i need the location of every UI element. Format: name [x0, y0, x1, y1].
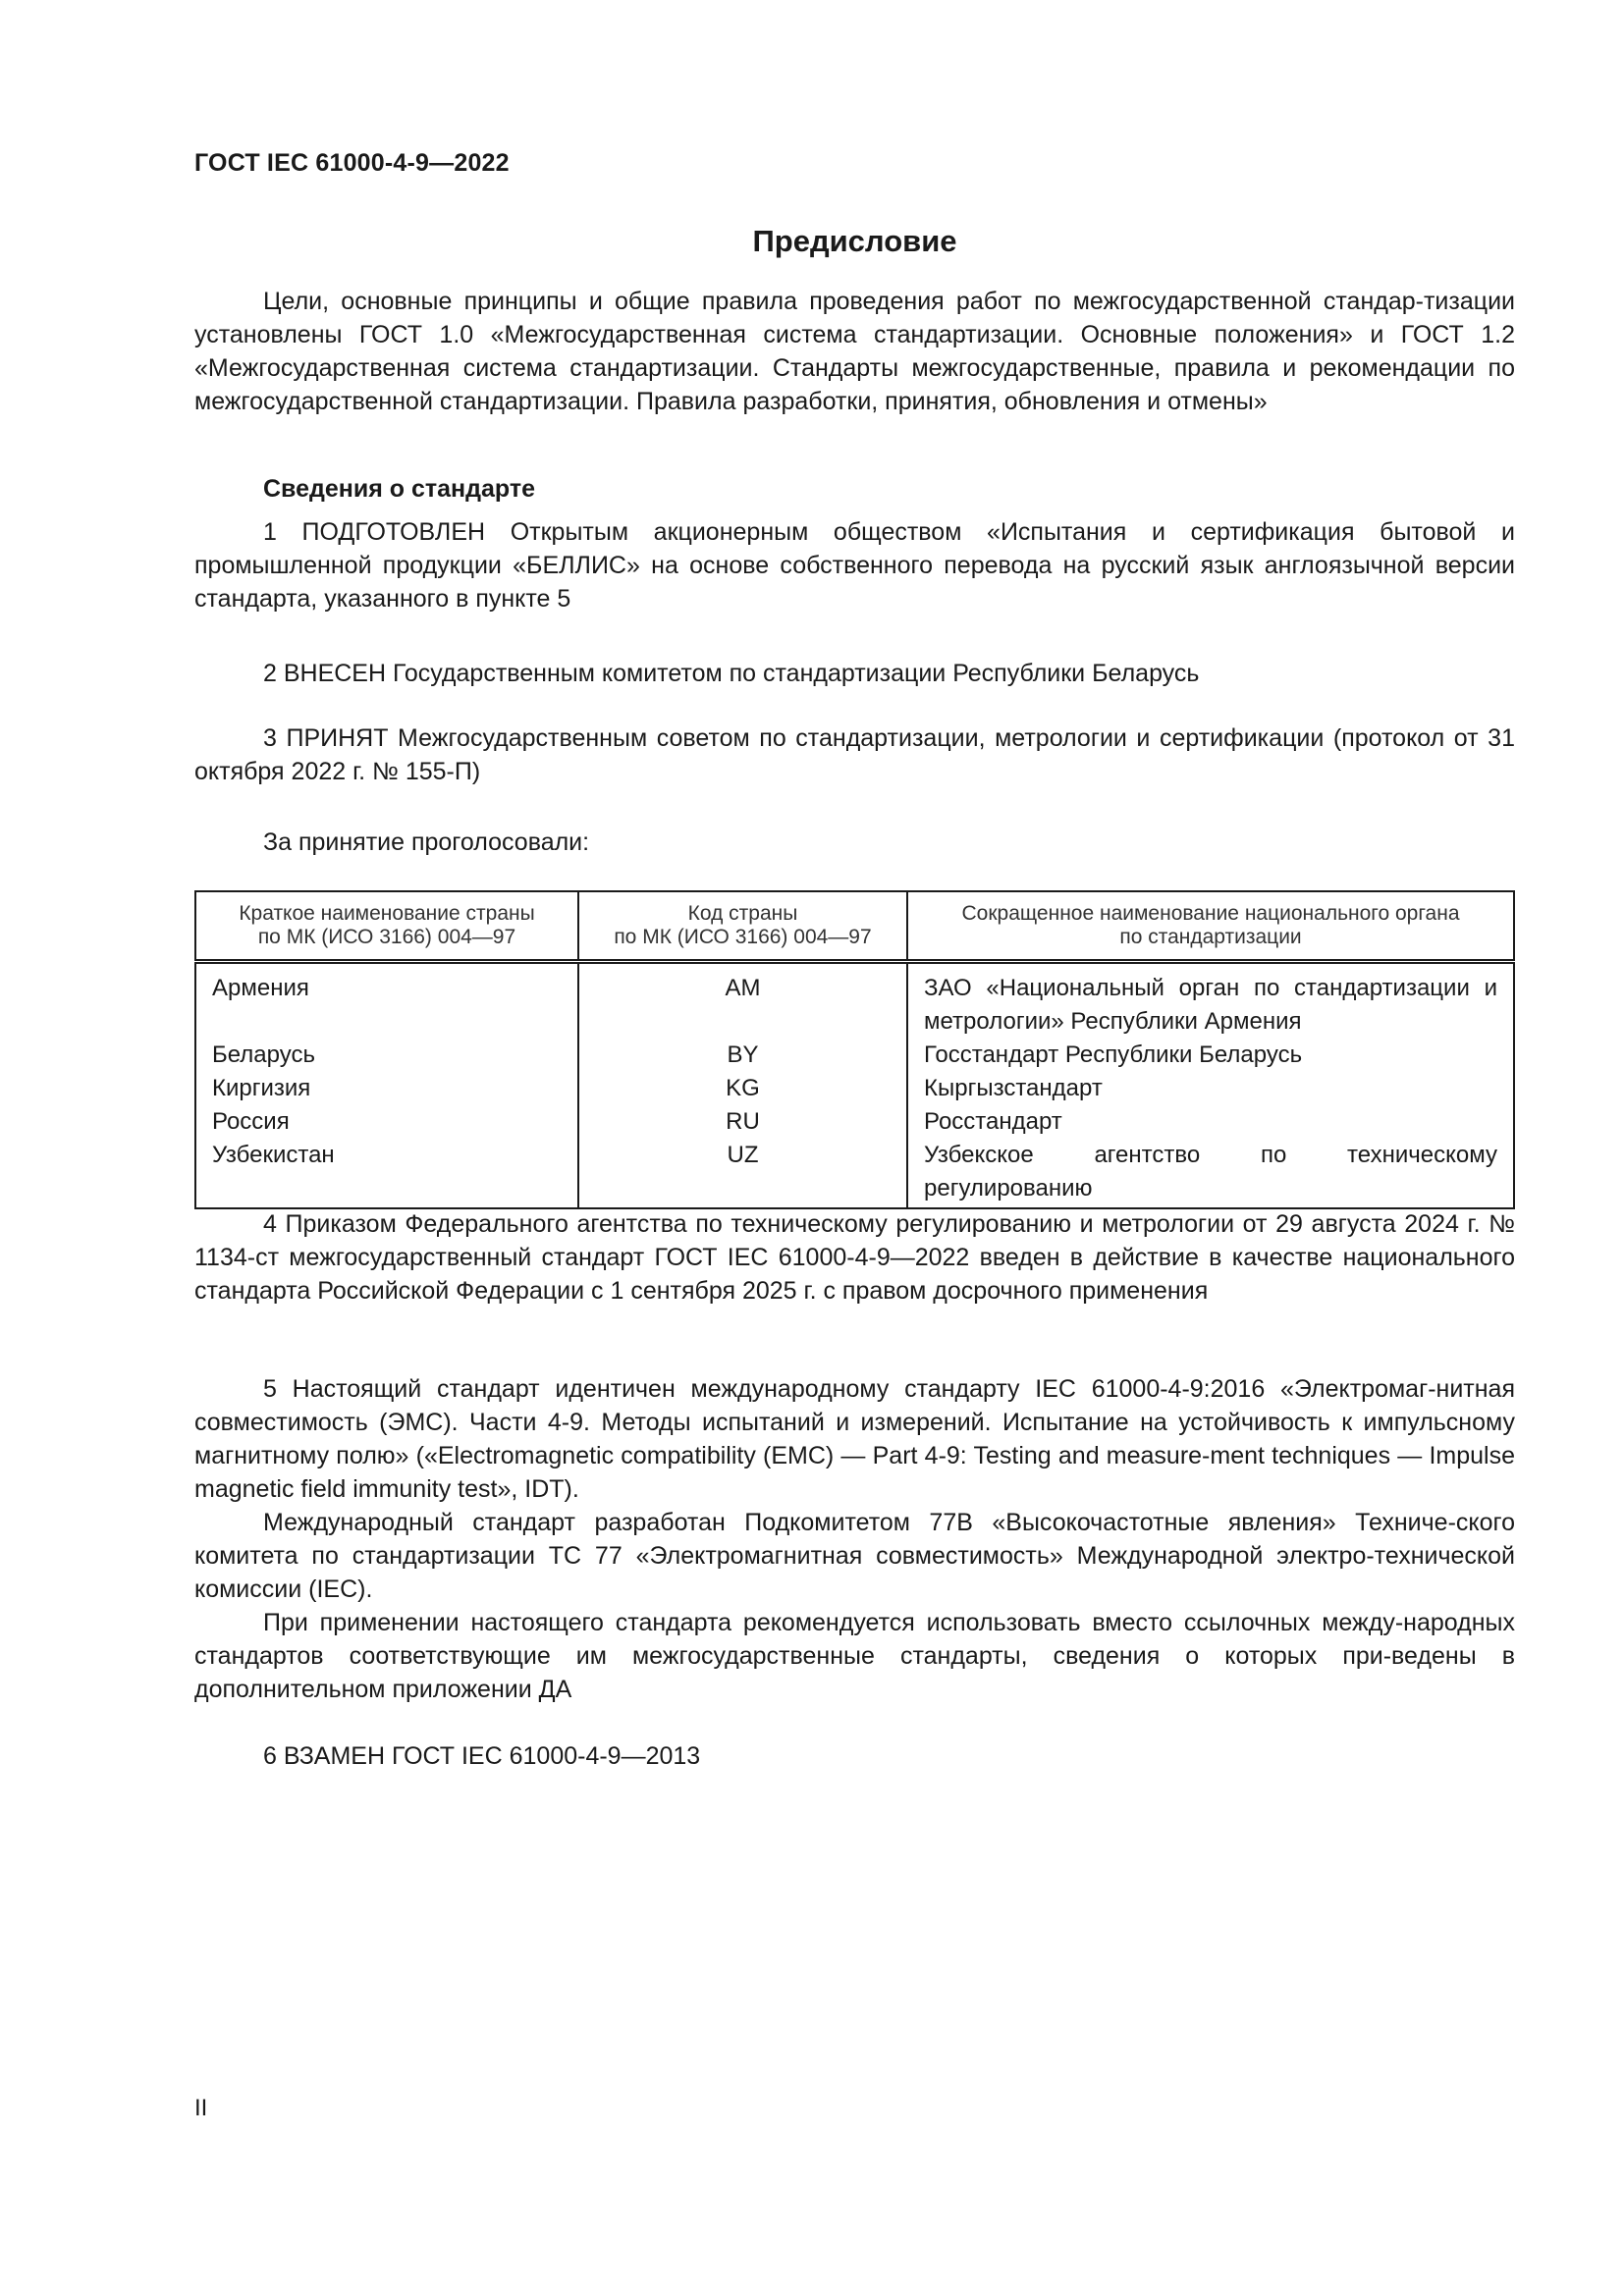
header-body-line-1: Сокращенное наименование национального органа: [961, 902, 1460, 925]
national-body-cell: Узбекское агентство по техническому регулированию: [907, 1139, 1514, 1208]
member-states-table: [194, 890, 1515, 1209]
item-5-paragraph-2: Международный стандарт разработан Подкомитетом 77B «Высокочастотные явления» Техниче-ского комитета по стандартизации ТС 77 «Электромагнитная совместимость» Международной электро-технической комиссии (IEC).: [194, 1509, 1515, 1603]
country-cell: Киргизия: [195, 1072, 578, 1105]
header-body: [907, 891, 1514, 962]
item-1-paragraph: 1 ПОДГОТОВЛЕН Открытым акционерным обществом «Испытания и сертификация бытовой и промышленной продукции «БЕЛЛИС» на основе собственного перевода на русский язык англоязычной версии стандарта, указанного в пункте 5: [194, 518, 1515, 613]
header-code-line-2: по МК (ИСО 3166) 004—97: [614, 926, 872, 948]
page-title: Предисловие: [752, 224, 957, 258]
item-4-paragraph: 4 Приказом Федерального агентства по техническому регулированию и метрологии от 29 августа 2024 г. № 1134-ст межгосударственный стандарт ГОСТ IEC 61000-4-9—2022 введен в действие в качестве национального стандарта Российской Федерации с 1 сентября 2025 г. с правом досрочного применения: [194, 1210, 1515, 1305]
header-country: [195, 891, 578, 962]
item-1-block: [194, 515, 1515, 615]
code-cell: BY: [578, 1039, 907, 1072]
voted-line: За принятие проголосовали:: [263, 828, 590, 856]
country-cell: Узбекистан: [195, 1139, 578, 1208]
header-country-line-1: Краткое наименование страны: [239, 902, 535, 925]
national-body-cell: ЗАО «Национальный орган по стандартизации и метрологии» Республики Армения: [907, 962, 1514, 1040]
intro-paragraph: Цели, основные принципы и общие правила проведения работ по межгосударственной стандар-тизации установлены ГОСТ 1.0 «Межгосударственная система стандартизации. Основные положения» и ГОСТ 1.2 «Межгосударственная система стандартизации. Стандарты межгосударственные, правила и рекомендации по межгосударственной стандартизации. Правила разработки, принятия, обновления и отмены»: [194, 288, 1515, 415]
header-country-line-2: по МК (ИСО 3166) 004—97: [257, 926, 516, 948]
item-3-paragraph: 3 ПРИНЯТ Межгосударственным советом по стандартизации, метрологии и сертификации (протокол от 31 октября 2022 г. № 155-П): [194, 724, 1515, 785]
table-row: [195, 1039, 1514, 1072]
country-cell: Беларусь: [195, 1039, 578, 1072]
code-cell: UZ: [578, 1139, 907, 1208]
table-row: [195, 1139, 1514, 1208]
national-body-cell: Госстандарт Республики Беларусь: [907, 1039, 1514, 1072]
national-body-cell: Кыргызстандарт: [907, 1072, 1514, 1105]
item-5-paragraph-3: При применении настоящего стандарта рекомендуется использовать вместо ссылочных между-народных стандартов соответствующие им межгосударственные стандарты, сведения о которых при-ведены в дополнительном приложении ДА: [194, 1609, 1515, 1703]
item-4-block: [194, 1207, 1515, 1308]
table-row: [195, 1105, 1514, 1139]
header-body-line-2: по стандартизации: [1119, 926, 1302, 948]
item-2-paragraph: 2 ВНЕСЕН Государственным комитетом по стандартизации Республики Беларусь: [263, 660, 1200, 687]
page-number: II: [194, 2095, 208, 2121]
table-header-row: [195, 891, 1514, 962]
standard-code-header: ГОСТ IEC 61000-4-9—2022: [194, 149, 510, 177]
item-5-block: [194, 1372, 1515, 1706]
info-heading: Сведения о стандарте: [263, 475, 536, 503]
country-cell: Армения: [195, 962, 578, 1040]
country-cell: Россия: [195, 1105, 578, 1139]
item-6-paragraph: 6 ВЗАМЕН ГОСТ IEC 61000-4-9—2013: [263, 1742, 701, 1770]
header-code: [578, 891, 907, 962]
national-body-cell: Росстандарт: [907, 1105, 1514, 1139]
intro-paragraph-block: [194, 285, 1515, 418]
item-5-paragraph-1: 5 Настоящий стандарт идентичен международному стандарту IEC 61000-4-9:2016 «Электромаг-нитная совместимость (ЭМС). Части 4-9. Методы испытаний и измерений. Испытание на устойчивость к импульсному магнитному полю» («Electromagnetic compatibility (EMC) — Part 4-9: Testing and measure-ment techniques — Impulse magnetic field immunity test», IDT).: [194, 1375, 1515, 1503]
table-row: [195, 962, 1514, 1040]
code-cell: AM: [578, 962, 907, 1040]
header-code-line-1: Код страны: [687, 902, 798, 925]
code-cell: RU: [578, 1105, 907, 1139]
code-cell: KG: [578, 1072, 907, 1105]
table-row: [195, 1072, 1514, 1105]
item-3-block: [194, 721, 1515, 788]
